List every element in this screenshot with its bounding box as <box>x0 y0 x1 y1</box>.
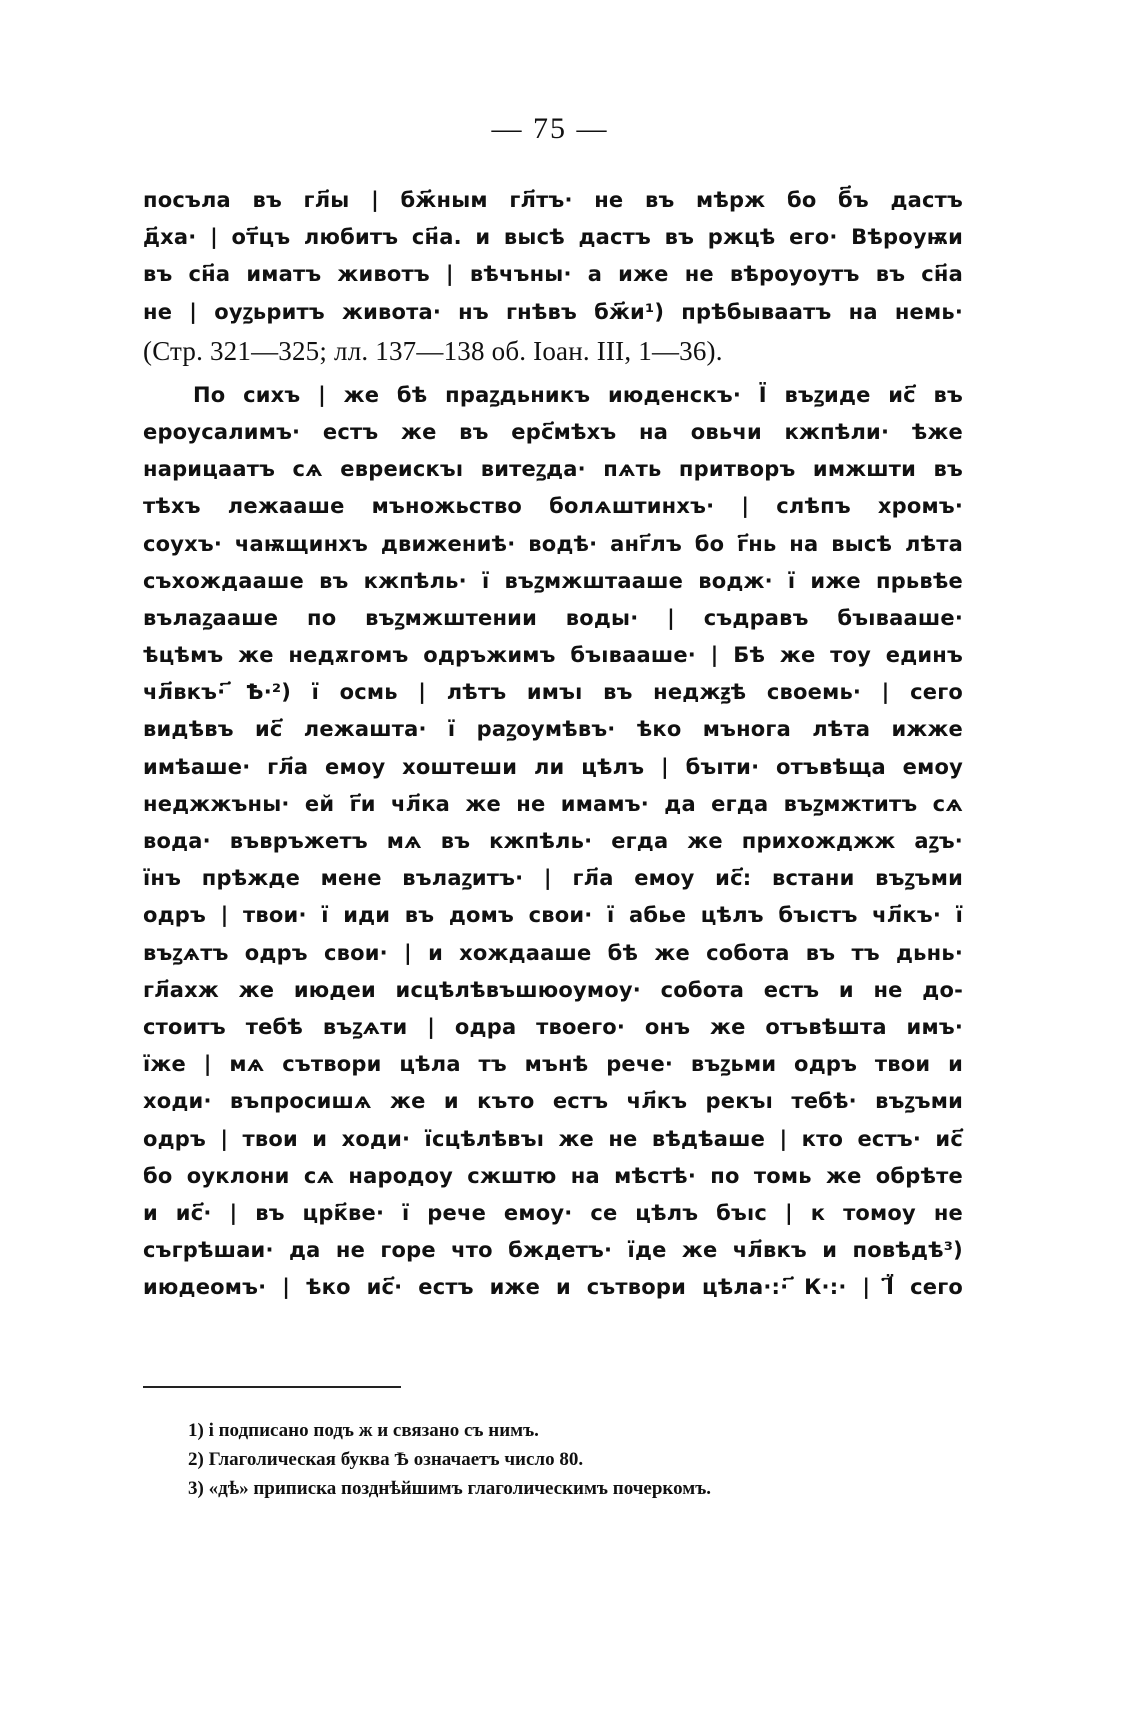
footnote-3: 3) «дѣ» приписка позднѣйшимъ глаголическимъ почеркомъ. <box>188 1478 712 1499</box>
citation-line: (Стр. 321—325; лл. 137—138 об. Іоан. III, 1—36). <box>143 335 723 366</box>
text-line: їнъ прѣжде мене вълаꙁитъ· | гл҃а емоу ис҃: встани въꙁъми <box>143 866 963 891</box>
text-line: июдеомъ· | ѣко ис҃· естъ иже и сътвори цѣла·:· ҃К·:· | Ї҃ сего <box>143 1275 963 1300</box>
text-line: въꙁѧтъ одръ свои· | и хождааше бѣ же собота въ тъ дьнь· <box>143 940 963 965</box>
text-line: посъла въ гл҃ы | бж҃ным гл҃тъ· не въ мѣрж бо б҃ъ дастъ <box>143 188 963 212</box>
text-line: соухъ· чаѭщинхъ движениѣ· водѣ· анг҃лъ бо г҃нь на высѣ лѣта <box>143 531 963 556</box>
text-line: не | оуꙁьритъ живота· нъ гнѣвъ бж҃и¹) прѣбываатъ на немь· <box>143 299 963 324</box>
text-line: неджжъны· ей г҃и чл҃ка же не имамъ· да егда въꙁмжтитъ сѧ <box>143 791 963 816</box>
text-line: одръ | твои и ходи· їсцѣлѣвъı же не вѣдѣаше | кто естъ· ис҃ <box>143 1126 963 1151</box>
text-line: видѣвъ ис҃ лежашта· ї раꙁоумѣвъ· ѣко мънога лѣта ижже <box>143 717 963 742</box>
text-line: съхождааше въ кжпѣль· ї въꙁмжштааше водж· ї иже прьвѣе <box>143 568 963 593</box>
text-line: чл҃вкъ· ҃Ѣ·²) ї осмь | лѣтъ имъı въ неджꙃѣ своемь· | сего <box>143 680 963 705</box>
text-line: въ сн҃а иматъ животъ | вѣчъны· а иже не вѣроуоутъ въ сн҃а <box>143 262 963 287</box>
text-line: бо оуклони сѧ народоу сжштю на мѣстѣ· по томь же обрѣте <box>143 1163 963 1188</box>
text-line: вълаꙁааше по въꙁмжштении воды· | съдравъ бъıвааше· <box>143 605 963 630</box>
text-line: ероусалимъ· естъ же въ ерс҃мѣхъ на овьчи кжпѣли· ѣже <box>143 419 963 444</box>
page-number: — 75 — <box>491 112 609 145</box>
text-line: и ис҃· | въ црк҃ве· ї рече емоу· се цѣлъ бъıс | к томоу не <box>143 1200 963 1225</box>
footnote-divider <box>143 1386 401 1388</box>
text-line: ѣцѣмъ же недѫгомъ одръжимъ бъıвааше· | Бѣ же тоу единъ <box>143 643 963 668</box>
text-line: д҃ха· | от҃цъ любитъ сн҃а. и высѣ дастъ въ ржцѣ его· Вѣроуѭи <box>143 225 963 250</box>
text-line: вода· въвръжетъ мѧ въ кжпѣль· егда же прихожджж аꙁъ· <box>143 829 963 853</box>
text-line: одръ | твои· ї иди въ домъ свои· ї абье цѣлъ бъıстъ чл҃къ· ї <box>143 903 963 928</box>
text-line: стоитъ тебѣ въꙁѧти | одра твоего· онъ же отъвѣшта имъ· <box>143 1014 963 1039</box>
text-line: гл҃ахж же июдеи исцѣлѣвъшюоумоу· собота естъ и не до- <box>143 977 963 1002</box>
text-line: тѣхъ лежааше мъножьство болѧштинхъ· | слѣпъ хромъ· <box>143 494 963 519</box>
footnote-1: 1) і подписано подъ ж и связано съ нимъ. <box>188 1420 539 1441</box>
text-line: По сихъ | же бѣ праꙁдьникъ июденскъ· Ї въꙁиде ис҃ въ <box>193 382 963 407</box>
footnote-2: 2) Глаголическая буква Ѣ означаетъ число 80. <box>188 1449 584 1470</box>
footnotes <box>188 1416 968 1503</box>
body-text <box>143 182 963 1306</box>
text-line: їже | мѧ сътвори цѣла тъ мънѣ рече· въꙁьми одръ твои и <box>143 1052 963 1077</box>
text-line: имѣаше· гл҃а емоу хоштеши ли цѣлъ | бъıти· отъвѣща емоу <box>143 754 963 779</box>
text-line: нарицаатъ сѧ евреискъı витеꙁда· пѧть притворъ имжшти въ <box>143 457 963 482</box>
text-line: съгрѣшаи· да не горе что бждетъ· їде же чл҃вкъ и повѣдѣ³) <box>143 1238 963 1263</box>
text-line: ходи· въпросишѧ же и къто естъ чл҃къ рекъı тебѣ· въꙁъми <box>143 1089 963 1114</box>
